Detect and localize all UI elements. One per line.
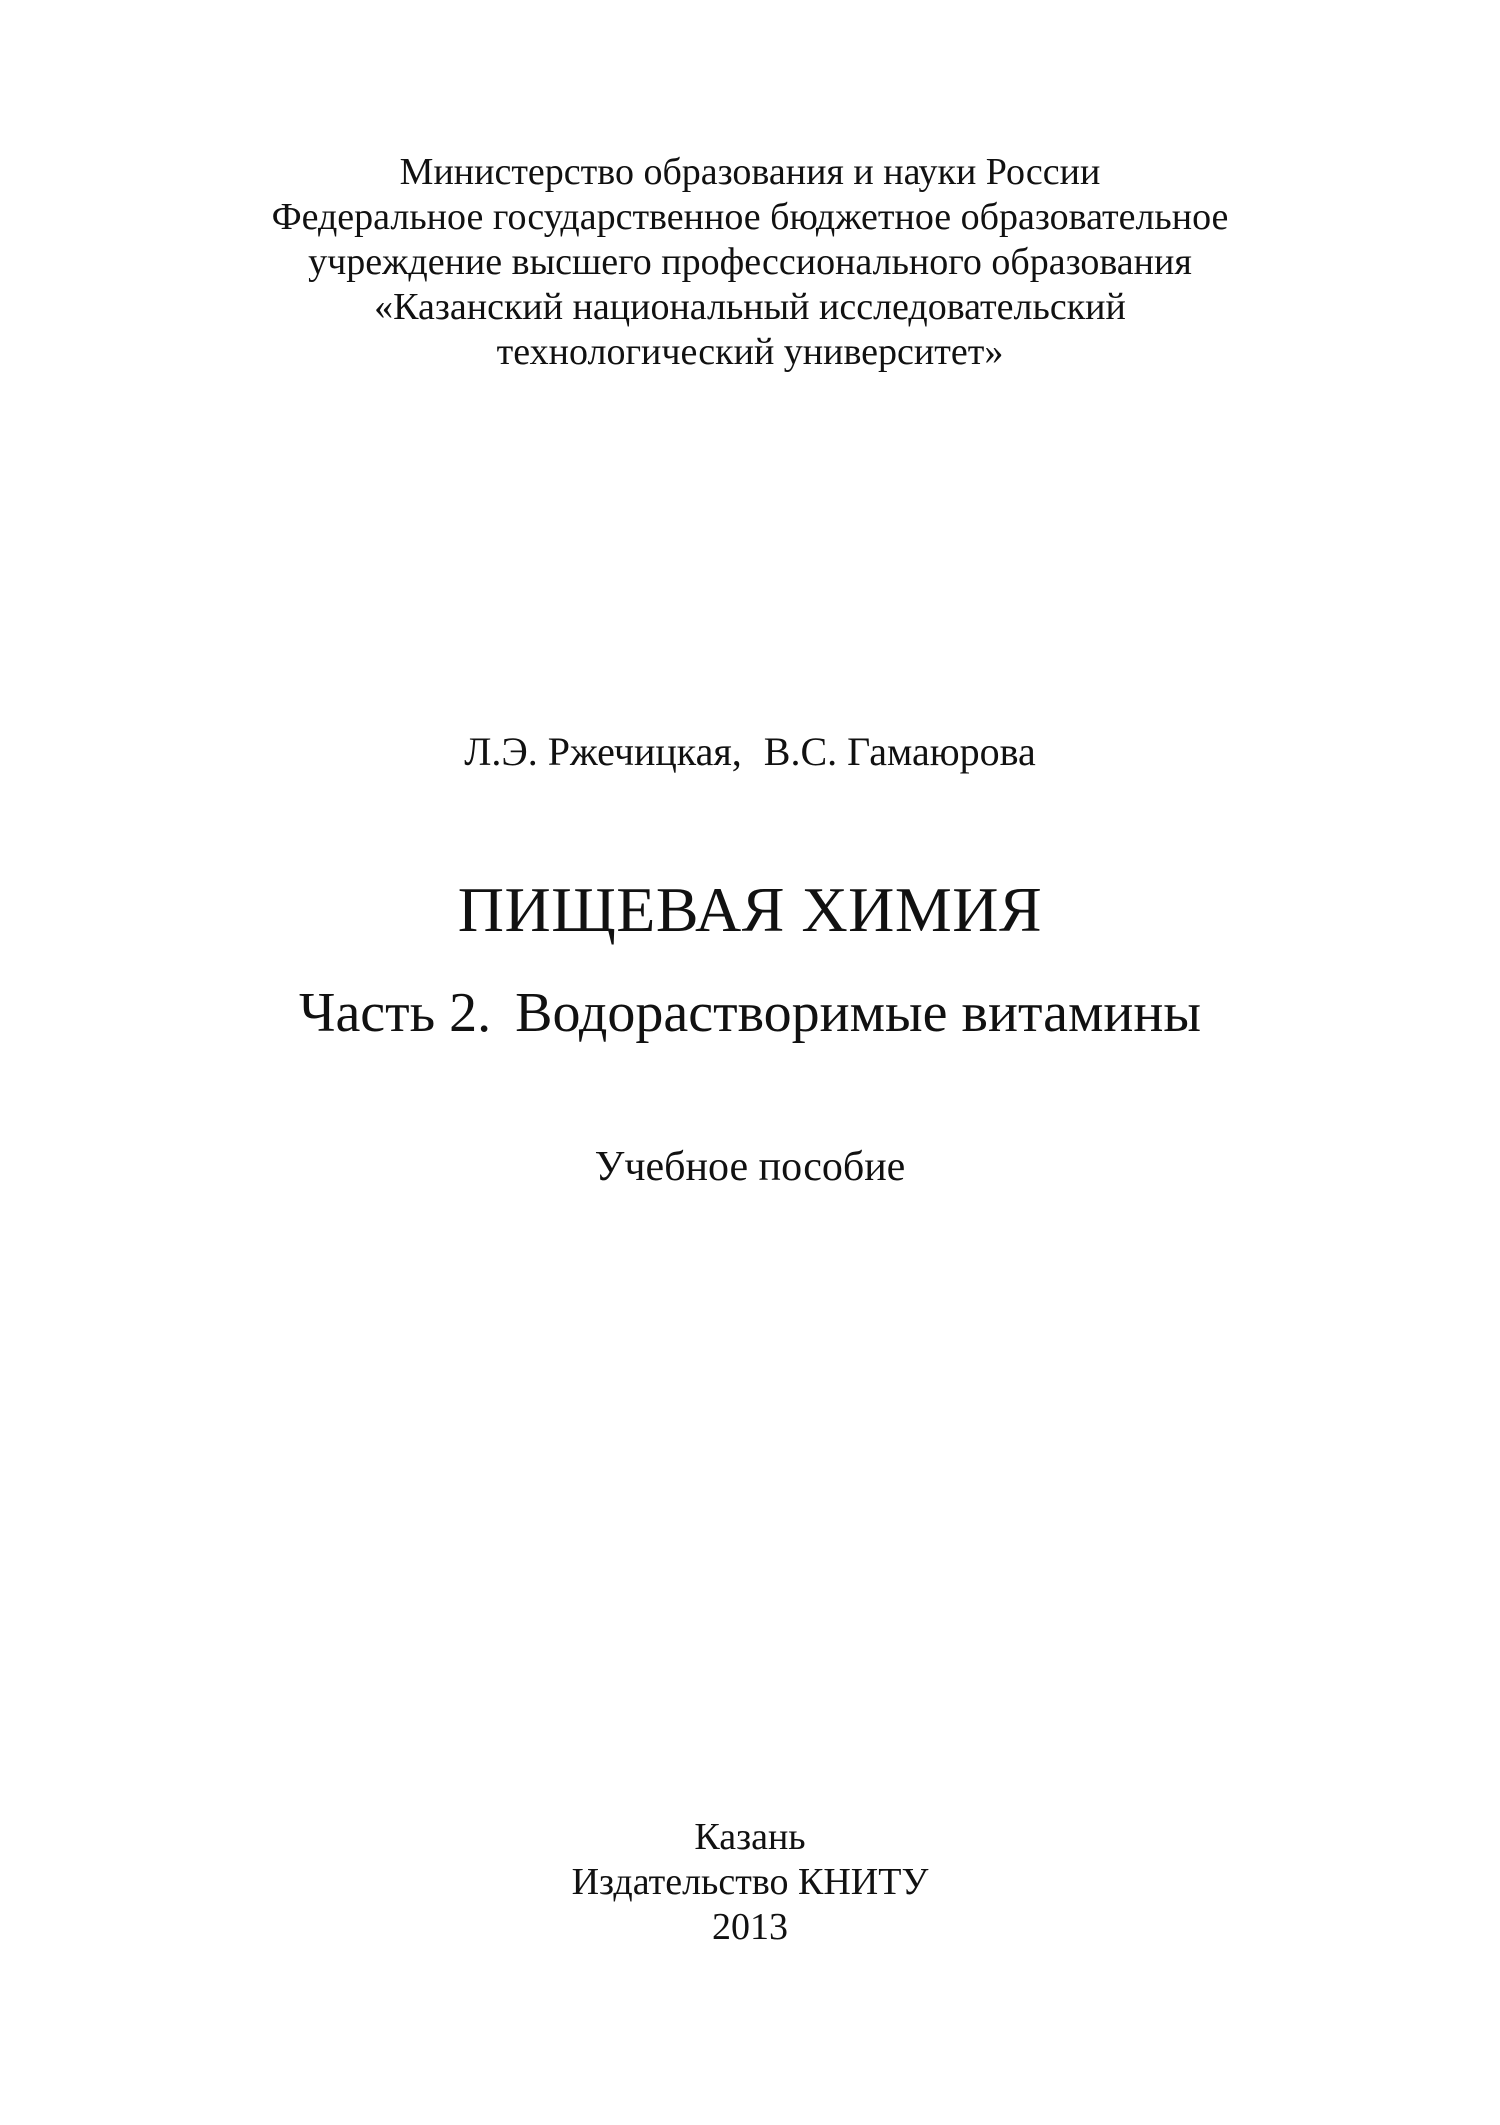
- institution-line-university-name: «Казанский национальный исследовательский: [374, 286, 1126, 328]
- imprint-year: 2013: [712, 1906, 788, 1948]
- institution-line-federal: Федеральное государственное бюджетное образовательное: [271, 196, 1229, 238]
- book-part-title: Водорастворимые витамины: [515, 982, 1201, 1044]
- institution-line-university-type: технологический университет»: [496, 331, 1004, 373]
- book-subtitle: [0, 980, 1500, 1046]
- imprint-publisher: Издательство КНИТУ: [571, 1861, 929, 1903]
- institution-line-establishment: учреждение высшего профессионального образования: [308, 241, 1192, 283]
- author-first: Л.Э. Ржечицкая,: [464, 729, 742, 774]
- author-second: В.С. Гамаюрова: [763, 729, 1036, 774]
- book-title: ПИЩЕВАЯ ХИМИЯ: [457, 874, 1043, 945]
- imprint: [0, 1815, 1500, 1950]
- book-part-number: Часть 2.: [299, 982, 492, 1044]
- institution-line-ministry: Министерство образования и науки России: [399, 151, 1101, 193]
- institution-header: [0, 150, 1500, 375]
- imprint-city: Казань: [694, 1816, 806, 1858]
- authors: [0, 728, 1500, 776]
- book-type: Учебное пособие: [594, 1144, 906, 1190]
